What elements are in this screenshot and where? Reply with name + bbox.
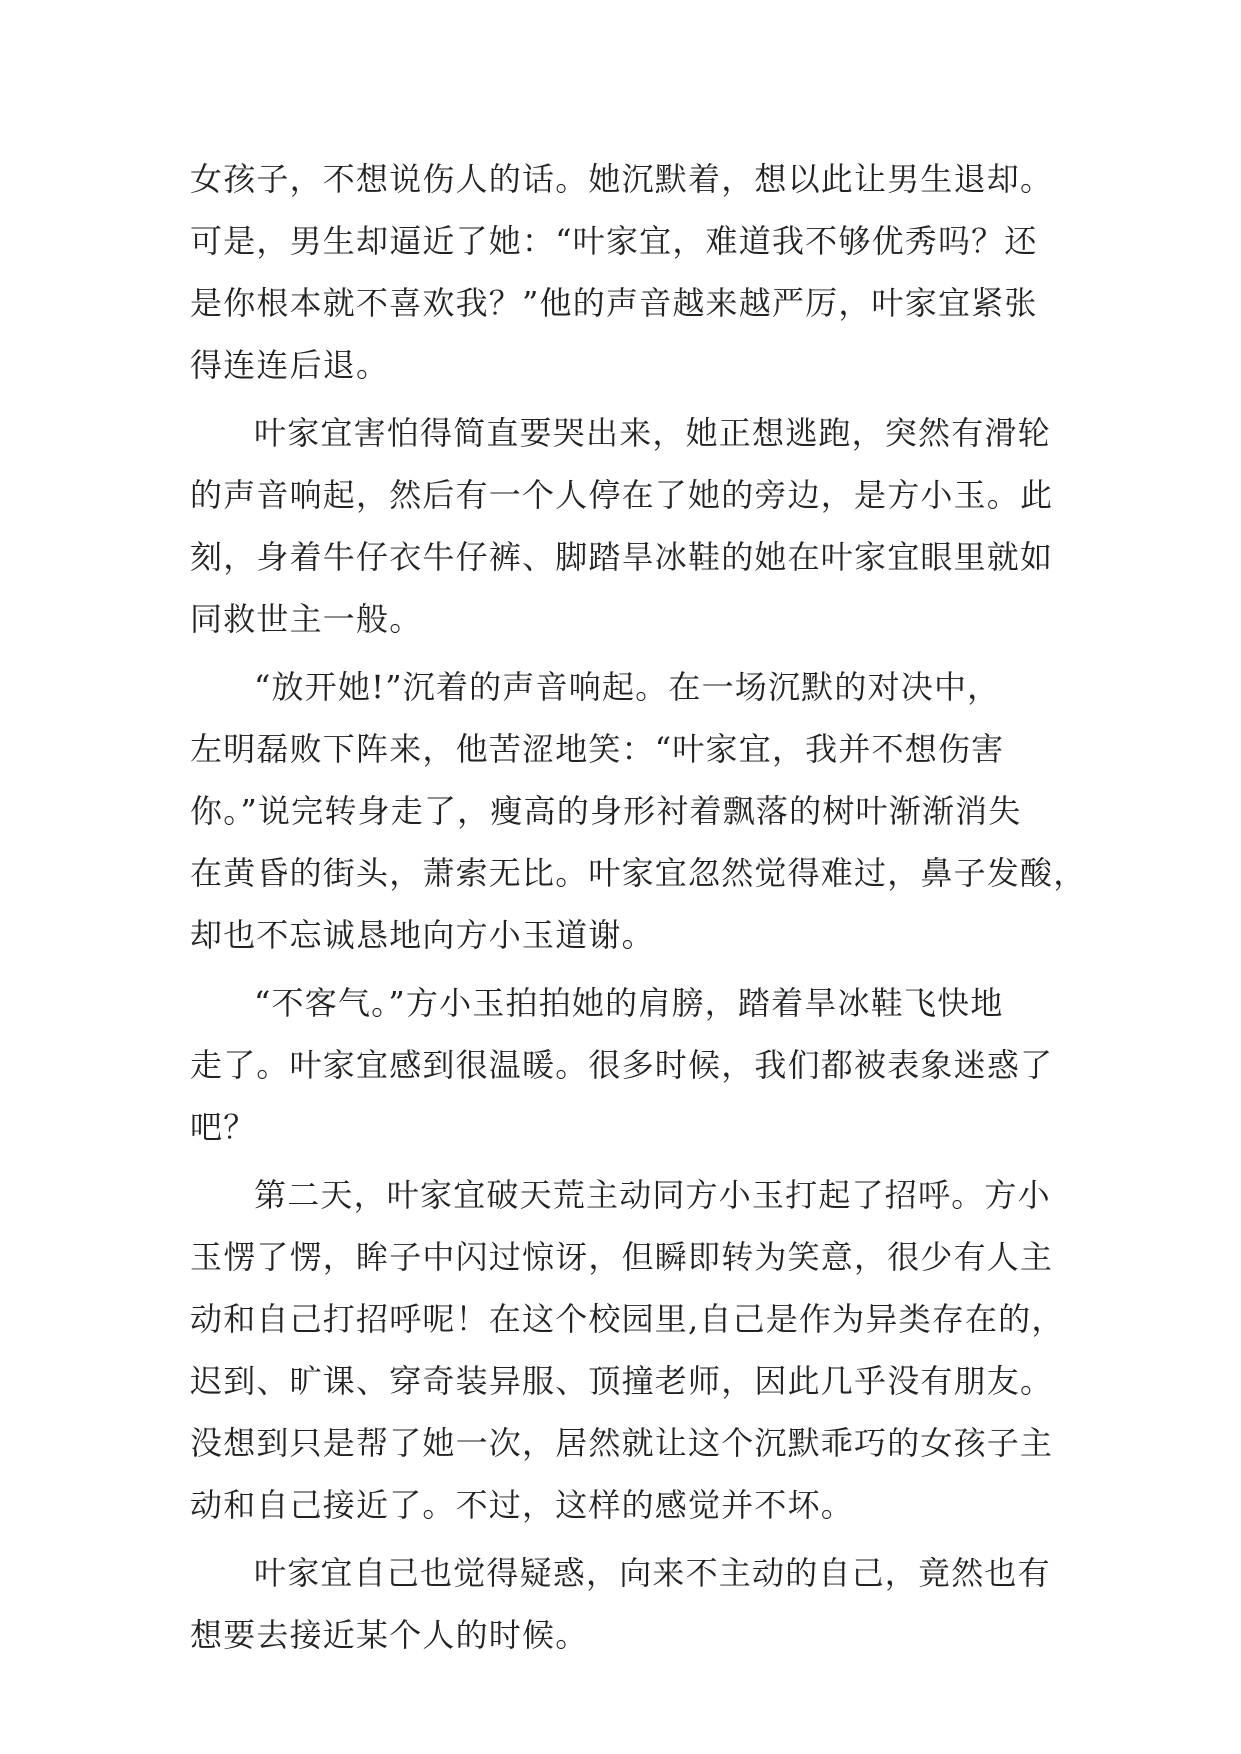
paragraph-4	[190, 972, 1070, 1158]
text-line: 想要去接近某个人的时候。	[190, 1616, 589, 1654]
paragraph-1	[190, 148, 1070, 396]
text-line: 同救世主一般。	[190, 600, 423, 638]
text-line: 没想到只是帮了她一次，居然就让这个沉默乖巧的女孩子主	[190, 1424, 1054, 1462]
paragraph-3	[190, 656, 1087, 966]
text-line: 你。”说完转身走了，瘦高的身形衬着飘落的树叶渐渐消失	[190, 792, 1022, 830]
text-line: 的声音响起，然后有一个人停在了她的旁边，是方小玉。此	[190, 476, 1054, 514]
text-line: 迟到、旷课、穿奇装异服、顶撞老师，因此几乎没有朋友。	[190, 1362, 1054, 1400]
text-line: 可是，男生却逼近了她：“叶家宜，难道我不够优秀吗？还	[190, 222, 1038, 260]
body-text	[190, 148, 1087, 1666]
text-line: 左明磊败下阵来，他苦涩地笑：“叶家宜，我并不想伤害	[190, 730, 1005, 768]
text-line: 吧？	[190, 1108, 257, 1146]
text-line: 动和自己接近了。不过，这样的感觉并不坏。	[190, 1486, 855, 1524]
text-line: 第二天，叶家宜破天荒主动同方小玉打起了招呼。方小	[254, 1176, 1051, 1214]
text-line: “放开她!”沉着的声音响起。在一场沉默的对决中，	[254, 668, 1001, 706]
text-line: 刻，身着牛仔衣牛仔裤、脚踏旱冰鞋的她在叶家宜眼里就如	[190, 538, 1054, 576]
text-line: 是你根本就不喜欢我？”他的声音越来越严厉，叶家宜紧张	[190, 284, 1038, 322]
text-line: 在黄昏的街头，萧索无比。叶家宜忽然觉得难过，鼻子发酸，	[190, 854, 1087, 892]
text-line: 玉愣了愣，眸子中闪过惊讶，但瞬即转为笑意，很少有人主	[190, 1238, 1054, 1276]
paragraph-5	[190, 1164, 1070, 1536]
paragraph-2	[190, 402, 1070, 650]
text-line: 走了。叶家宜感到很温暖。很多时候，我们都被表象迷惑了	[190, 1046, 1054, 1084]
text-line: 动和自己打招呼呢！在这个校园里,自己是作为异类存在的，	[190, 1300, 1065, 1338]
text-line: 却也不忘诚恳地向方小玉道谢。	[190, 916, 655, 954]
text-line: “不客气。”方小玉拍拍她的肩膀，踏着旱冰鞋飞快地	[254, 984, 1004, 1022]
text-line: 得连连后退。	[190, 346, 390, 384]
paragraph-6	[190, 1542, 1070, 1666]
text-line: 叶家宜害怕得简直要哭出来，她正想逃跑，突然有滑轮	[254, 414, 1051, 452]
text-line: 女孩子，不想说伤人的话。她沉默着，想以此让男生退却。	[190, 160, 1054, 198]
text-line: 叶家宜自己也觉得疑惑，向来不主动的自己，竟然也有	[254, 1554, 1051, 1592]
